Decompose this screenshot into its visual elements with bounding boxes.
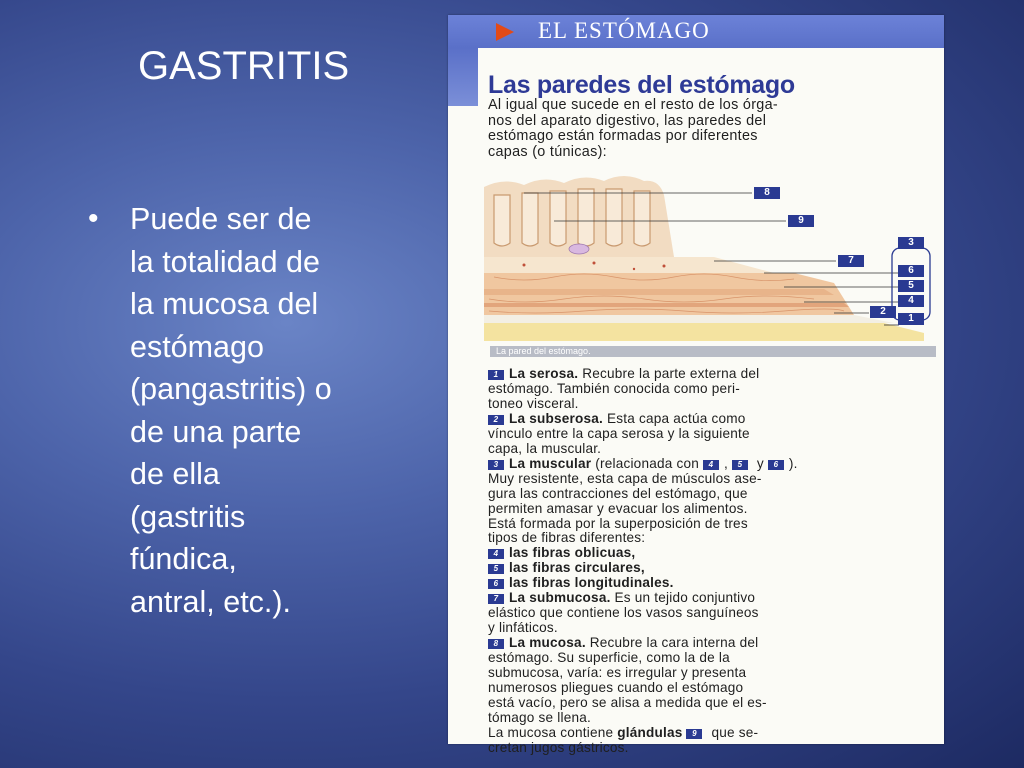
- bullet-line: de una parte: [130, 414, 302, 449]
- number-badge: 1: [488, 370, 504, 380]
- bullet-line: antral, etc.).: [130, 584, 292, 619]
- bullet-line: (pangastritis) o: [130, 372, 332, 406]
- figure-label-1: 1: [898, 313, 924, 325]
- number-badge: 4: [488, 549, 504, 559]
- desc-line: elástico que contiene los vasos sanguíneos: [488, 605, 759, 621]
- arrow-right-icon: [496, 23, 514, 41]
- intro-line: capas (o túnicas):: [488, 143, 607, 160]
- desc-line: permiten amasar y evacuar los alimentos.: [488, 500, 748, 516]
- bullet-line: Puede ser de: [130, 202, 312, 236]
- page-header-title: EL ESTÓMAGO: [538, 18, 710, 43]
- header-strip: [448, 48, 478, 106]
- desc-line: tipos de fibras diferentes:: [488, 530, 646, 546]
- number-badge: 4: [703, 460, 719, 470]
- figure-label-4: 4: [898, 295, 924, 307]
- number-badge: 6: [488, 579, 504, 589]
- number-badge: 8: [488, 639, 504, 649]
- figure-label-6: 6: [898, 265, 924, 277]
- number-badge: 6: [768, 460, 784, 470]
- bullet-text: [130, 198, 388, 623]
- desc-line: toneo visceral.: [488, 395, 579, 411]
- intro-line: estómago están formadas por diferentes: [488, 128, 758, 144]
- intro-line: nos del aparato digestivo, las paredes del: [488, 112, 767, 129]
- figure-label-5: 5: [898, 280, 924, 292]
- desc-line: Está formada por la superposición de tres: [488, 515, 748, 531]
- subserosa-layer: [484, 315, 894, 323]
- desc-line: Muy resistente, esta capa de músculos ase-: [488, 470, 762, 486]
- layer-item-2: 2 La subserosa. Esta capa actúa como: [488, 412, 938, 427]
- layer-item-7: 7 La submucosa. Es un tejido conjuntivo: [488, 591, 938, 606]
- number-badge: 9: [686, 729, 702, 739]
- section-title: Las paredes del estómago: [488, 71, 795, 99]
- header-corner: [478, 48, 496, 66]
- glands-note: La mucosa contiene glándulas 9 que se-: [488, 724, 759, 740]
- desc-line: y linfáticos.: [488, 620, 558, 636]
- desc-line: tómago se llena.: [488, 709, 591, 725]
- layer-item-8: 8 La mucosa. Recubre la cara interna del: [488, 636, 938, 651]
- intro-line: Al igual que sucede en el resto de los órga-: [488, 97, 778, 113]
- slide-title: GASTRITIS: [138, 44, 350, 88]
- submucosa-layer: [484, 257, 774, 273]
- desc-line: está vacío, pero se alisa a medida que el es-: [488, 694, 767, 710]
- serosa-layer: [484, 323, 924, 341]
- layer-item-5: 5 las fibras circulares,: [488, 561, 938, 576]
- figure-label-2: 2: [870, 306, 896, 318]
- layer-item-4: 4 las fibras oblicuas,: [488, 546, 938, 561]
- bullet-line: la totalidad de: [130, 244, 320, 279]
- desc-line: gura las contracciones del estómago, que: [488, 485, 748, 501]
- number-badge: 5: [732, 460, 748, 470]
- bullet-line: fúndica,: [130, 542, 237, 576]
- desc-line: numerosos pliegues cuando el estómago: [488, 680, 744, 696]
- layer-item-6: 6 las fibras longitudinales.: [488, 576, 938, 591]
- desc-line: vínculo entre la capa serosa y la siguiente: [488, 425, 750, 441]
- number-badge: 5: [488, 564, 504, 574]
- number-badge: 7: [488, 594, 504, 604]
- layer-item-3: 3 La muscular (relacionada con 4 , 5 y 6 ).: [488, 457, 938, 472]
- page-header: [448, 15, 944, 48]
- desc-line: submucosa, varía: es irregular y presenta: [488, 665, 747, 681]
- desc-line: estómago. También conocida como peri-: [488, 380, 740, 396]
- desc-line: estómago. Su superficie, como la de la: [488, 650, 730, 666]
- figure-label-8: 8: [754, 187, 780, 199]
- desc-line: capa, la muscular.: [488, 440, 602, 456]
- desc-line: cretan jugos gástricos.: [488, 739, 629, 755]
- bullet-marker: •: [88, 202, 99, 235]
- figure-label-3: 3: [898, 237, 924, 249]
- stomach-wall-illustration: [484, 165, 934, 347]
- figure-label-7: 7: [838, 255, 864, 267]
- bullet-line: de ella: [130, 457, 220, 491]
- layer-item-1: 1 La serosa. Recubre la parte externa del: [488, 367, 938, 382]
- book-page-image: [448, 15, 944, 755]
- number-badge: 3: [488, 460, 504, 470]
- figure-caption: La pared del estómago.: [490, 346, 936, 357]
- bullet-list: [88, 198, 388, 623]
- stomach-wall-drawing: [484, 165, 934, 347]
- layer-descriptions: [488, 367, 938, 756]
- number-badge: 2: [488, 415, 504, 425]
- figure-label-9: 9: [788, 215, 814, 227]
- intro-paragraph: [488, 98, 928, 160]
- bullet-line: estómago: [130, 329, 264, 364]
- bullet-line: la mucosa del: [130, 287, 319, 321]
- bullet-line: (gastritis: [130, 499, 246, 534]
